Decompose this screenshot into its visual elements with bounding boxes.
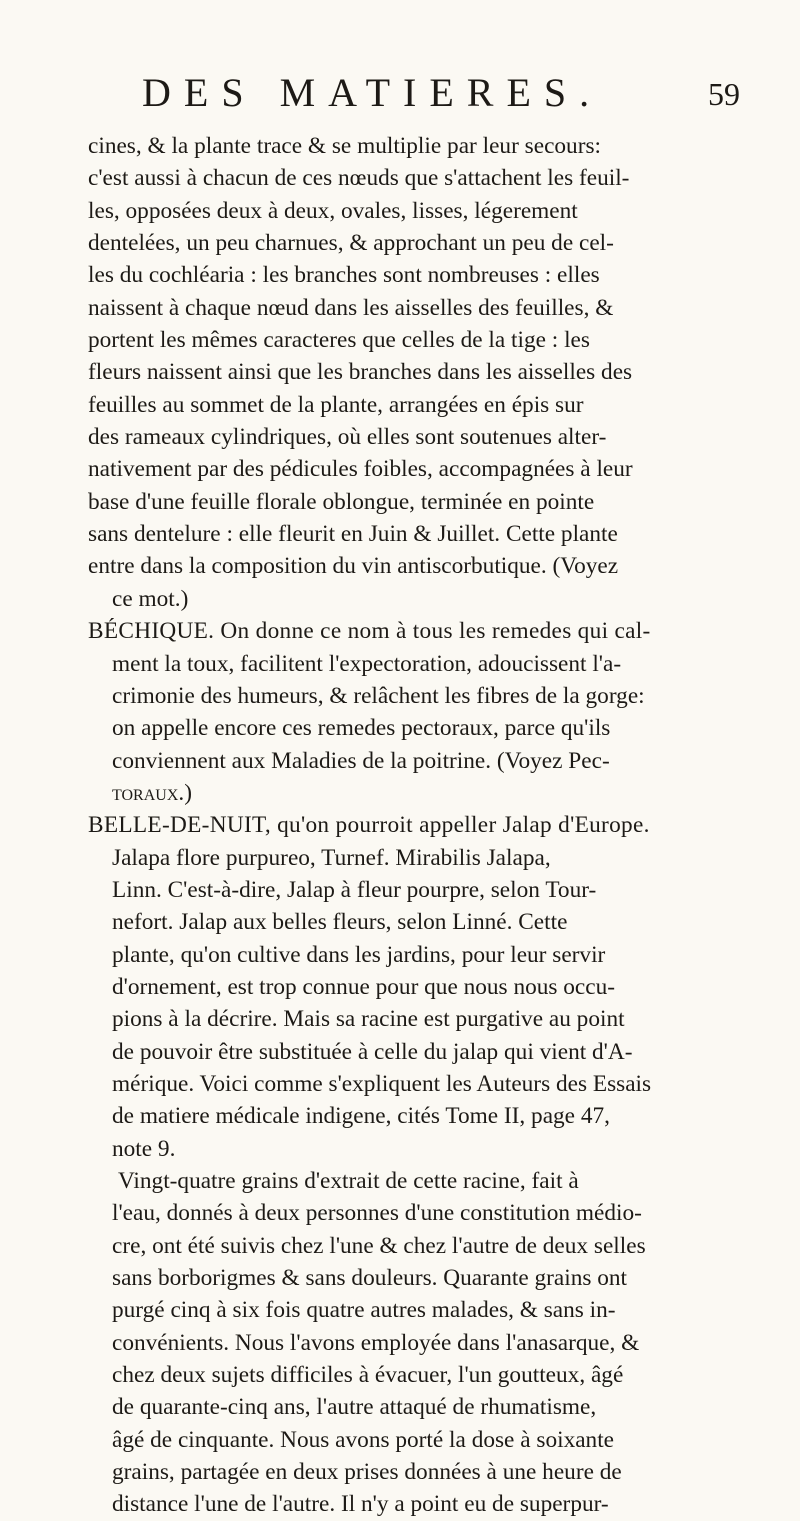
text-line: sans dentelure : elle fleurit en Juin & Juillet. Cette plante: [88, 521, 618, 548]
text-line: convénients. Nous l'avons employée dans l'anasarque, &: [112, 1329, 640, 1356]
page-header: [90, 68, 740, 118]
running-title: DES MATIERES.: [142, 70, 603, 115]
page-number: 59: [708, 76, 740, 112]
text-line: plante, qu'on cultive dans les jardins, pour leur servir: [112, 941, 606, 968]
text-line: de pouvoir être substituée à celle du jalap qui vient d'A-: [112, 1038, 633, 1065]
text-line: de quarante-cinq ans, l'autre attaqué de rhumatisme,: [112, 1394, 597, 1421]
body-text: [88, 130, 783, 1521]
text-line: chez deux sujets difficiles à évacuer, l'un goutteux, âgé: [112, 1362, 624, 1389]
text-line: conviennent aux Maladies de la poitrine. (Voyez Pec-: [112, 747, 610, 774]
text-line: Jalapa flore purpureo, Turnef. Mirabilis Jalapa,: [112, 844, 551, 871]
text-line: c'est aussi à chacun de ces nœuds que s'attachent les feuil-: [88, 165, 630, 192]
text-line: l'eau, donnés à deux personnes d'une constitution médio-: [112, 1200, 642, 1227]
text-line: portent les mêmes caracteres que celles de la tige : les: [88, 327, 590, 354]
text-line: les, opposées deux à deux, ovales, lisses, légerement: [88, 197, 578, 224]
text-line: on appelle encore ces remedes pectoraux, parce qu'ils: [112, 715, 611, 742]
entry-bechique: BÉCHIQUE. On donne ce nom à tous les remedes qui cal-: [88, 618, 651, 645]
text-line: cre, ont été suivis chez l'une & chez l'autre de deux selles: [112, 1232, 646, 1259]
text-line: Linn. C'est-à-dire, Jalap à fleur pourpre, selon Tour-: [112, 876, 597, 903]
text-line: les du cochléaria : les branches sont nombreuses : elles: [88, 262, 600, 289]
text-line: de matiere médicale indigene, cités Tome II, page 47,: [112, 1103, 610, 1130]
text-line: pions à la décrire. Mais sa racine est purgative au point: [112, 1006, 625, 1033]
text-line: des rameaux cylindriques, où elles sont soutenues alter-: [88, 424, 607, 451]
text-line: naissent à chaque nœud dans les aisselles des feuilles, &: [88, 294, 614, 321]
text-line: crimonie des humeurs, & relâchent les fibres de la gorge:: [112, 682, 645, 709]
text-line: Vingt-quatre grains d'extrait de cette racine, fait à: [118, 1168, 579, 1194]
text-line: distance l'une de l'autre. Il n'y a point eu de superpur-: [112, 1491, 609, 1518]
text-line: nativement par des pédicules foibles, accompagnées à leur: [88, 456, 633, 483]
text-line: sans borborigmes & sans douleurs. Quarante grains ont: [112, 1265, 628, 1292]
text-line: d'ornement, est trop connue pour que nous nous occu-: [112, 973, 616, 1000]
text-line: ment la toux, facilitent l'expectoration, adoucissent l'a-: [112, 650, 622, 677]
text-line: dentelées, un peu charnues, & approchant un peu de cel-: [88, 230, 614, 257]
text-line: grains, partagée en deux prises données à une heure de: [112, 1459, 622, 1486]
text-line: toraux.): [112, 779, 192, 806]
text-line: mérique. Voici comme s'expliquent les Auteurs des Essais: [112, 1070, 652, 1097]
text-line: fleurs naissent ainsi que les branches dans les aisselles des: [88, 359, 633, 386]
text-line: cines, & la plante trace & se multiplie par leur secours:: [88, 133, 601, 159]
entry-belle-de-nuit: BELLE-DE-NUIT, qu'on pourroit appeller Jalap d'Europe.: [88, 812, 650, 839]
text-line: purgé cinq à six fois quatre autres malades, & sans in-: [112, 1297, 616, 1324]
text-line: base d'une feuille florale oblongue, terminée en pointe: [88, 488, 595, 515]
text-line: ce mot.): [112, 585, 189, 612]
text-line: feuilles au sommet de la plante, arrangées en épis sur: [88, 391, 584, 418]
text-line: âgé de cinquante. Nous avons porté la dose à soixante: [112, 1426, 615, 1453]
text-line: entre dans la composition du vin antiscorbutique. (Voyez: [88, 553, 619, 580]
text-line: note 9.: [112, 1135, 176, 1162]
text-line: nefort. Jalap aux belles fleurs, selon Linné. Cette: [112, 909, 568, 936]
